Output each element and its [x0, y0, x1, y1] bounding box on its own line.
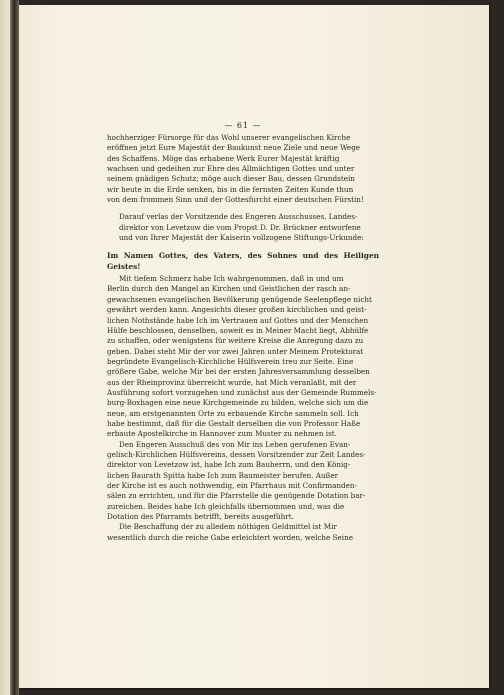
text-line: sälen zu errichten, und für die Pfarrstelle die genügende Dotation bar-	[107, 491, 366, 501]
text-line: Die Beschaffung der zu alledem nöthigen Geldmittel ist Mir	[119, 522, 337, 532]
page-number: — 61 —	[224, 121, 262, 130]
text-line: begründete Evangelisch-Kirchliche Hülfsverein treu zur Seite. Eine	[107, 356, 354, 366]
text-line: Mit tiefem Schmerz habe Ich wahrgenommen, daß in und um	[119, 274, 344, 284]
text-line: des Schaffens. Möge das erhabene Werk Eurer Majestät kräftig	[107, 153, 340, 163]
text-line: geben. Dabei steht Mir der vor zwei Jahren unter Meinem Protektorat	[107, 346, 364, 356]
book-gutter	[10, 0, 19, 695]
text-line: direktor von Levetzow die vom Propst D. Dr. Brückner entworfene	[119, 222, 361, 232]
text-line: zu schaffen, oder wenigstens für weitere Kreise die Anregung dazu zu	[107, 336, 364, 346]
text-line: und von Ihrer Majestät der Kaiserin vollzogene Stiftungs-Urkunde:	[119, 233, 364, 243]
text-line: größere Gabe, welche Mir bei der ersten Jahresversammlung desselben	[107, 367, 370, 377]
text-line: direktor von Levetzow ist, habe Ich zum Bauherrn, und den König-	[107, 460, 351, 470]
previous-page-edge	[0, 0, 10, 695]
text-line: aus der Rheinprovinz überreicht wurde, hat Mich veranlaßt, mit der	[107, 377, 357, 387]
text-line: wesentlich durch die reiche Gabe erleichtert worden, welche Seine	[107, 532, 353, 542]
document-heading: Im Namen Gottes, des Vaters, des Sohnes und des Heiligen Geistes!	[107, 251, 379, 271]
book-page	[19, 5, 489, 688]
text-line: der Kirche ist es auch nothwendig, ein Pfarrhaus mit Confirmanden-	[107, 481, 357, 490]
text-line: Darauf verlas der Vorsitzende des Engeren Ausschusses, Landes-	[119, 212, 358, 222]
text-line: neue, am erstgenannten Orte zu erbauende Kirche sammeln soll. Ich	[107, 408, 359, 418]
text-line: wachsen und gedeihen zur Ehre des Allmächtigen Gottes und unter	[107, 164, 355, 174]
text-line: eröffnen jetzt Eure Majestät der Baukunst neue Ziele und neue Wege	[107, 143, 361, 153]
text-line: habe bestimmt, daß für die Gestalt derselben die von Professor Haße	[107, 418, 361, 428]
text-line: wir heute in die Erde senken, bis in die fernsten Zeiten Kunde thun	[107, 184, 354, 194]
text-line: erbaute Apostelkirche in Hannover zum Muster zu nehmen ist.	[107, 429, 337, 439]
paragraph-foundation-document	[107, 274, 379, 543]
paragraph-speech-end	[107, 133, 379, 205]
text-line: seinem gnädigen Schutz; möge auch dieser Bau, dessen Grundstein	[107, 174, 355, 184]
text-line: lichen Baurath Spitta habe Ich zum Baumeister berufen. Außer	[107, 470, 339, 480]
text-line: Dotation des Pfarramts betrifft, bereits ausgeführt.	[107, 512, 294, 522]
text-line: Den Engeren Ausschuß des von Mir ins Leben gerufenen Evan-	[119, 439, 351, 449]
text-line: Ausführung sofort vorzugehen und zunächst aus der Gemeinde Rummels-	[107, 387, 377, 397]
text-line: gewährt werden kann. Angesichts dieser großen kirchlichen und geist-	[107, 305, 367, 315]
text-line: von dem frommen Sinn und der Gottesfurcht einer deutschen Fürstin!	[107, 195, 364, 205]
page-text	[107, 133, 379, 543]
text-line: zureichen. Beides habe Ich gleichfalls übernommen und, was die	[107, 501, 345, 511]
text-line: gewachsenen evangelischen Bevölkerung genügende Seelenpflege nicht	[107, 294, 372, 304]
text-line: hochherziger Fürsorge für das Wohl unserer evangelischen Kirche	[107, 133, 351, 142]
text-line: Hülfe beschlossen, denselben, soweit es in Meiner Macht liegt, Abhülfe	[107, 325, 369, 335]
text-line: lichen Nothstände habe Ich im Vertrauen auf Gottes und der Menschen	[107, 315, 369, 325]
text-line: Berlin durch den Mangel an Kirchen und Geistlichen der rasch an-	[107, 284, 351, 294]
text-line: burg-Boxhagen eine neue Kirchgemeinde zu bilden, welche sich um die	[107, 398, 369, 408]
paragraph-reading-note	[107, 212, 379, 243]
text-line: gelisch-Kirchlichen Hülfsvereins, dessen Vorsitzender zur Zeit Landes-	[107, 449, 366, 459]
